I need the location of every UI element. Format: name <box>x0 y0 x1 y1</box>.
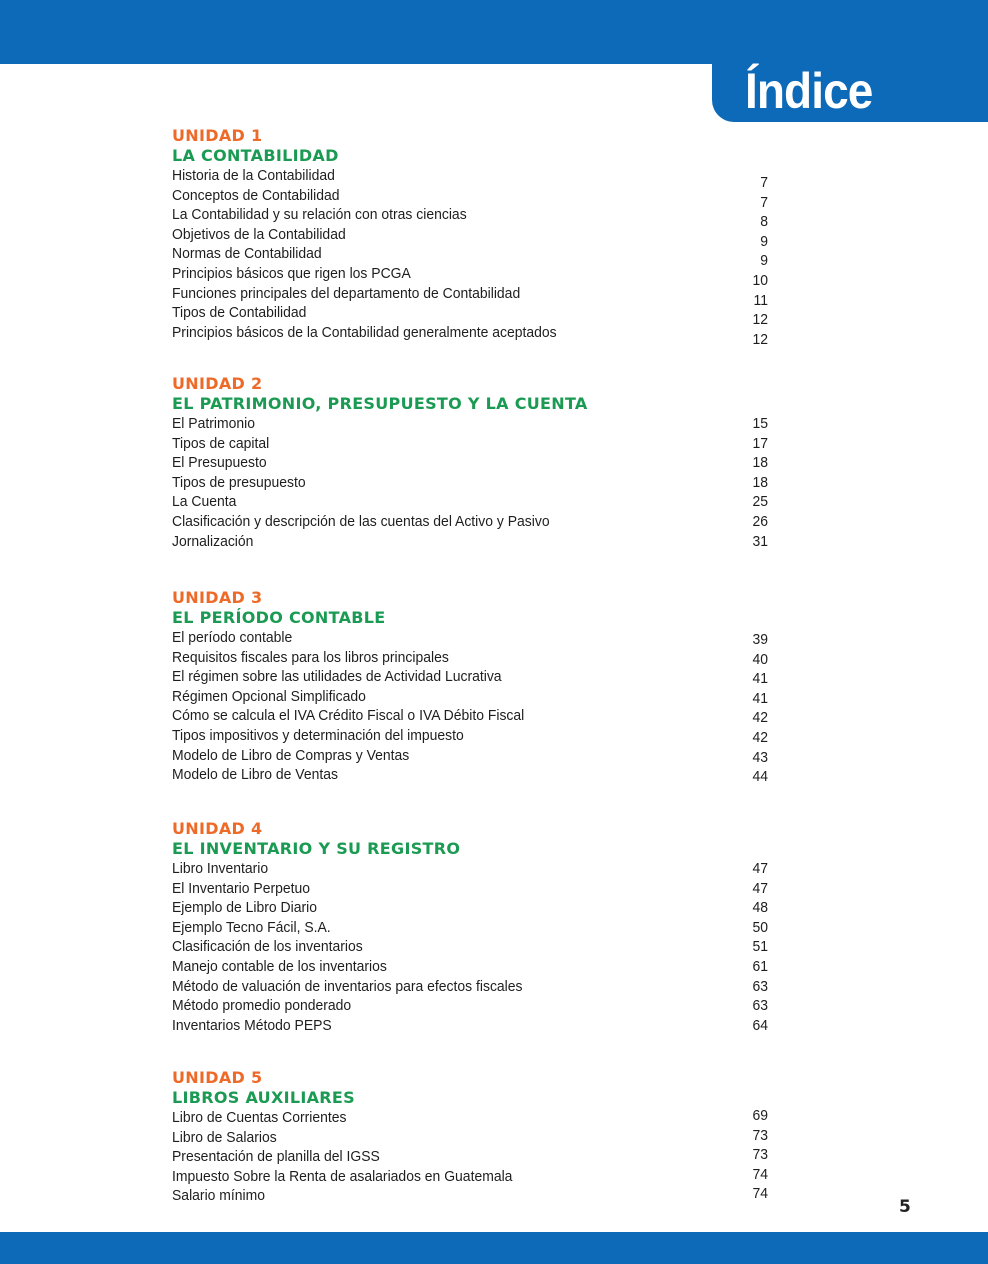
topic-item: El Inventario Perpetuo <box>172 879 311 897</box>
topic-item: El período contable <box>172 629 293 646</box>
topic-page-number: 15 <box>752 415 768 432</box>
unit-label: UNIDAD 2 <box>172 374 263 393</box>
topic-page-number: 41 <box>752 689 768 707</box>
topic-item: Libro de Salarios <box>172 1128 277 1146</box>
topic-page-number: 8 <box>760 213 768 231</box>
topic-page-number: 9 <box>760 232 768 250</box>
topic-page-number: 42 <box>752 709 768 727</box>
topic-item: Jornalización <box>172 532 254 550</box>
topic-item: Tipos de presupuesto <box>172 473 306 491</box>
unit-label: UNIDAD 5 <box>172 1068 263 1087</box>
topic-item: Inventarios Método PEPS <box>172 1016 332 1034</box>
topic-page-number: 64 <box>752 1016 768 1034</box>
page-number-column <box>748 414 768 551</box>
unit-title: LA CONTABILIDAD <box>172 146 339 165</box>
topic-page-number: 63 <box>752 997 768 1015</box>
topic-list <box>172 414 772 551</box>
topic-page-number: 18 <box>752 454 768 472</box>
topic-item: El Patrimonio <box>172 415 255 432</box>
topic-item: Libro Inventario <box>172 860 269 877</box>
topic-item: Funciones principales del departamento de Contabilidad <box>172 284 521 302</box>
topic-item: Libro de Cuentas Corrientes <box>172 1109 347 1126</box>
topic-page-number: 7 <box>760 174 768 191</box>
topic-item: Historia de la Contabilidad <box>172 167 335 184</box>
topic-page-number: 25 <box>752 493 768 511</box>
topic-list <box>172 859 772 1035</box>
topic-item: Normas de Contabilidad <box>172 245 322 263</box>
topic-page-number: 40 <box>752 650 768 668</box>
unit-title: EL PATRIMONIO, PRESUPUESTO Y LA CUENTA <box>172 394 588 413</box>
unit-title: EL INVENTARIO Y SU REGISTRO <box>172 839 461 858</box>
topic-item: El régimen sobre las utilidades de Actividad Lucrativa <box>172 668 502 686</box>
topic-page-number: 7 <box>760 193 768 211</box>
topic-item: La Cuenta <box>172 493 237 511</box>
topic-page-number: 31 <box>752 532 768 550</box>
topic-page-number: 48 <box>752 899 768 917</box>
topic-item: Presentación de planilla del IGSS <box>172 1148 380 1166</box>
topic-page-number: 61 <box>752 957 768 975</box>
topic-page-number: 73 <box>752 1126 768 1144</box>
unit-section <box>172 588 772 785</box>
topic-item: Principios básicos de la Contabilidad generalmente aceptados <box>172 323 557 341</box>
topic-item: Principios básicos que rigen los PCGA <box>172 264 411 282</box>
topic-page-number: 74 <box>752 1165 768 1183</box>
topic-item: Tipos impositivos y determinación del impuesto <box>172 726 464 744</box>
unit-section <box>172 1068 772 1206</box>
topic-item: El Presupuesto <box>172 454 267 472</box>
unit-title: LIBROS AUXILIARES <box>172 1088 355 1107</box>
topic-item: Ejemplo Tecno Fácil, S.A. <box>172 918 331 936</box>
topic-list <box>172 628 772 785</box>
topic-item: Método promedio ponderado <box>172 997 352 1015</box>
topic-page-number: 11 <box>753 291 768 309</box>
topic-page-number: 74 <box>752 1185 768 1203</box>
topic-item: Clasificación y descripción de las cuentas del Activo y Pasivo <box>172 512 550 530</box>
topic-page-number: 41 <box>752 670 768 688</box>
topic-page-number: 73 <box>752 1146 768 1164</box>
topic-list <box>172 166 772 348</box>
topic-page-number: 12 <box>752 311 768 329</box>
topic-page-number: 43 <box>752 748 768 766</box>
topic-page-number: 44 <box>752 768 768 786</box>
unit-label: UNIDAD 1 <box>172 126 263 145</box>
topic-item: Método de valuación de inventarios para efectos fiscales <box>172 977 523 995</box>
unit-section <box>172 126 772 348</box>
topic-list <box>172 1108 772 1206</box>
topic-item: Objetivos de la Contabilidad <box>172 225 346 243</box>
topic-page-number: 18 <box>752 473 768 491</box>
topic-page-number: 12 <box>752 330 768 348</box>
topic-page-number: 47 <box>752 879 768 897</box>
topic-item: Modelo de Libro de Compras y Ventas <box>172 746 410 764</box>
topic-page-number: 26 <box>752 512 768 530</box>
topic-page-number: 51 <box>752 938 768 956</box>
page-title: Índice <box>745 63 873 119</box>
topic-item: Impuesto Sobre la Renta de asalariados en Guatemala <box>172 1167 513 1185</box>
topic-page-number: 17 <box>752 434 768 452</box>
topic-item: Conceptos de Contabilidad <box>172 186 340 204</box>
topic-item: La Contabilidad y su relación con otras ciencias <box>172 206 467 224</box>
unit-title: EL PERÍODO CONTABLE <box>172 608 386 627</box>
topic-page-number: 47 <box>752 860 768 877</box>
unit-section <box>172 374 772 551</box>
topic-item: Modelo de Libro de Ventas <box>172 766 338 784</box>
footer-bar <box>0 1232 988 1264</box>
topic-page-number: 39 <box>752 631 768 648</box>
page-number: 5 <box>899 1197 911 1217</box>
page-number-column <box>748 1106 768 1204</box>
topic-item: Tipos de capital <box>172 434 270 452</box>
topic-page-number: 10 <box>752 271 768 289</box>
page-number-column <box>748 173 768 349</box>
topic-item: Requisitos fiscales para los libros principales <box>172 648 449 666</box>
topic-item: Régimen Opcional Simplificado <box>172 687 366 705</box>
page-number-column <box>748 630 768 787</box>
topic-item: Ejemplo de Libro Diario <box>172 899 318 917</box>
topic-item: Clasificación de los inventarios <box>172 938 363 956</box>
topic-item: Salario mínimo <box>172 1187 266 1205</box>
topic-page-number: 69 <box>752 1107 768 1124</box>
topic-page-number: 63 <box>752 977 768 995</box>
unit-section <box>172 819 772 1035</box>
unit-label: UNIDAD 4 <box>172 819 263 838</box>
topic-page-number: 42 <box>752 728 768 746</box>
topic-item: Manejo contable de los inventarios <box>172 957 387 975</box>
unit-label: UNIDAD 3 <box>172 588 263 607</box>
topic-item: Tipos de Contabilidad <box>172 304 307 322</box>
topic-page-number: 50 <box>752 918 768 936</box>
topic-item: Cómo se calcula el IVA Crédito Fiscal o IVA Débito Fiscal <box>172 707 525 725</box>
page-number-column <box>748 859 768 1035</box>
topic-page-number: 9 <box>760 252 768 270</box>
